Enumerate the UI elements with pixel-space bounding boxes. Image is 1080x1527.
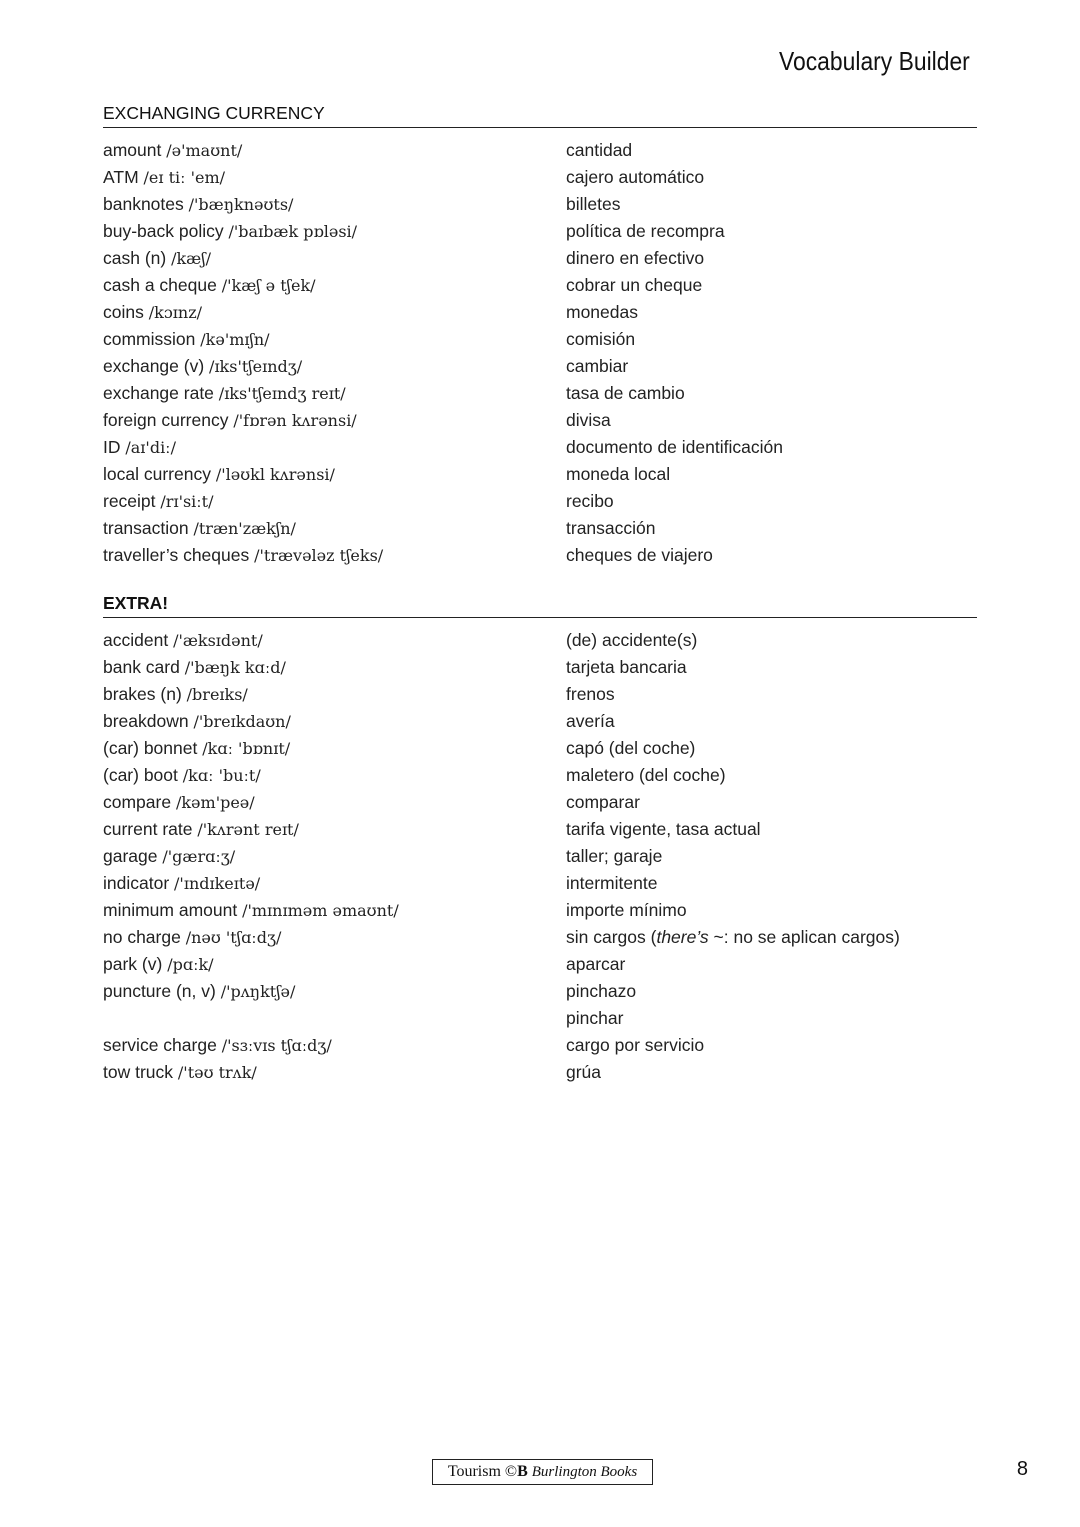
pronunciation: /kəm'peə/ <box>175 793 255 812</box>
page-header-title: Vocabulary Builder <box>779 46 970 76</box>
vocab-row <box>103 870 977 897</box>
english-entry <box>103 299 566 326</box>
term: local currency <box>103 464 211 484</box>
english-entry <box>103 789 566 816</box>
term: buy-back policy <box>103 221 224 241</box>
vocab-row <box>103 245 977 272</box>
vocab-row <box>103 978 977 1005</box>
english-entry <box>103 924 566 951</box>
spanish-translation: cantidad <box>566 140 633 160</box>
english-entry <box>103 353 566 380</box>
pronunciation: /'ləʊkl kʌrənsi/ <box>215 465 335 484</box>
term: receipt <box>103 491 156 511</box>
english-entry <box>103 681 566 708</box>
pronunciation: /'bæŋknəʊts/ <box>188 195 294 214</box>
pronunciation: /ə'maʊnt/ <box>166 141 243 160</box>
pronunciation: /'kæʃ ə tʃek/ <box>221 276 316 295</box>
pronunciation: /aɪ'diː/ <box>125 438 176 457</box>
pronunciation: /'təʊ trʌk/ <box>177 1063 257 1082</box>
english-entry <box>103 654 566 681</box>
english-entry <box>103 272 566 299</box>
pronunciation: /'fɒrən kʌrənsi/ <box>233 411 357 430</box>
english-entry <box>103 461 566 488</box>
spanish-translation: grúa <box>566 1062 602 1082</box>
vocab-row <box>103 951 977 978</box>
term: cash a cheque <box>103 275 217 295</box>
footer-course: Tourism <box>447 1463 501 1480</box>
pronunciation: /træn'zækʃn/ <box>193 519 296 538</box>
english-entry <box>103 897 566 924</box>
english-entry <box>103 762 566 789</box>
term: exchange rate <box>103 383 214 403</box>
spanish-translation: tarifa vigente, tasa actual <box>566 819 761 839</box>
vocab-row <box>103 380 977 407</box>
term: compare <box>103 792 172 812</box>
pronunciation: /'kʌrənt reɪt/ <box>197 820 299 839</box>
english-entry <box>103 1059 566 1086</box>
spanish-translation: divisa <box>566 410 611 430</box>
vocab-row <box>103 488 977 515</box>
english-entry <box>103 245 566 272</box>
vocab-row <box>103 218 977 245</box>
pronunciation: /'bæŋk kɑːd/ <box>184 658 286 677</box>
term: breakdown <box>103 711 189 731</box>
vocabulary-list <box>103 137 977 569</box>
english-entry <box>103 816 566 843</box>
vocab-row <box>103 353 977 380</box>
spanish-translation: cajero automático <box>566 167 705 187</box>
vocab-row <box>103 789 977 816</box>
pronunciation: /ɪks'tʃeɪndʒ/ <box>209 357 303 376</box>
english-entry <box>103 488 566 515</box>
term: ID <box>103 437 121 457</box>
spanish-translation: maletero (del coche) <box>566 765 726 785</box>
vocab-row <box>103 1032 977 1059</box>
section-title: EXTRA! <box>103 593 977 618</box>
pronunciation: /'pʌŋktʃə/ <box>220 982 296 1001</box>
spanish-translation: frenos <box>566 684 615 704</box>
english-entry <box>103 870 566 897</box>
publisher-logo-icon: B <box>517 1463 528 1480</box>
english-entry <box>103 978 566 1005</box>
pronunciation: /pɑːk/ <box>167 955 214 974</box>
term: minimum amount <box>103 900 238 920</box>
vocab-row <box>103 164 977 191</box>
vocab-row <box>103 681 977 708</box>
pronunciation: /kə'mɪʃn/ <box>200 330 270 349</box>
term: transaction <box>103 518 189 538</box>
pronunciation: /'trævələz tʃeks/ <box>254 546 384 565</box>
pronunciation: /kɑː 'bɒnɪt/ <box>202 739 291 758</box>
term: exchange (v) <box>103 356 205 376</box>
english-entry <box>103 843 566 870</box>
spanish-translation: comparar <box>566 792 640 812</box>
vocab-row <box>103 735 977 762</box>
pronunciation: /'sɜːvɪs tʃɑːdʒ/ <box>221 1036 332 1055</box>
english-entry <box>103 326 566 353</box>
vocab-row <box>103 897 977 924</box>
spanish-translation: intermitente <box>566 873 658 893</box>
spanish-translation: moneda local <box>566 464 671 484</box>
pronunciation: /kɔɪnz/ <box>148 303 203 322</box>
english-entry <box>103 407 566 434</box>
spanish-translation: comisión <box>566 329 636 349</box>
vocab-row <box>103 708 977 735</box>
term: tow truck <box>103 1062 174 1082</box>
vocab-row <box>103 816 977 843</box>
spanish-translation: billetes <box>566 194 621 214</box>
term: banknotes <box>103 194 184 214</box>
spanish-translation: importe mínimo <box>566 900 687 920</box>
pronunciation: /'ɪndɪkeɪtə/ <box>174 874 261 893</box>
term: brakes (n) <box>103 684 182 704</box>
footer-publisher: Burlington Books <box>531 1464 638 1480</box>
spanish-translation: cobrar un cheque <box>566 275 703 295</box>
pronunciation: /nəʊ 'tʃɑːdʒ/ <box>185 928 282 947</box>
term: (car) boot <box>103 765 178 785</box>
term: amount <box>103 140 162 160</box>
vocab-row <box>103 434 977 461</box>
vocabulary-list <box>103 627 977 1086</box>
vocab-row <box>103 515 977 542</box>
pronunciation: /kæʃ/ <box>171 249 211 268</box>
term: service charge <box>103 1035 217 1055</box>
term: commission <box>103 329 196 349</box>
term: garage <box>103 846 158 866</box>
spanish-translation: política de recompra <box>566 221 725 241</box>
english-entry <box>103 218 566 245</box>
spanish-translation: avería <box>566 711 615 731</box>
english-entry <box>103 191 566 218</box>
term: bank card <box>103 657 180 677</box>
pronunciation: /'breɪkdaʊn/ <box>193 712 291 731</box>
spanish-translation: cheques de viajero <box>566 545 713 565</box>
spanish-translation: cambiar <box>566 356 629 376</box>
pronunciation: /'mɪnɪməm əmaʊnt/ <box>242 901 399 920</box>
english-entry <box>103 515 566 542</box>
spanish-translation: pinchar <box>566 1008 624 1028</box>
term: no charge <box>103 927 181 947</box>
spanish-translation: tarjeta bancaria <box>566 657 687 677</box>
term: foreign currency <box>103 410 229 430</box>
english-entry <box>103 627 566 654</box>
vocab-row <box>103 272 977 299</box>
pronunciation: /ɪks'tʃeɪndʒ reɪt/ <box>218 384 346 403</box>
section-title: EXCHANGING CURRENCY <box>103 103 977 128</box>
term: cash (n) <box>103 248 167 268</box>
term: accident <box>103 630 169 650</box>
spanish-translation: recibo <box>566 491 614 511</box>
vocab-row <box>103 299 977 326</box>
term: park (v) <box>103 954 163 974</box>
vocab-row <box>103 924 977 951</box>
section-exchanging-currency <box>103 103 977 569</box>
spanish-translation: pinchazo <box>566 981 637 1001</box>
spanish-translation: monedas <box>566 302 638 322</box>
vocab-row <box>103 843 977 870</box>
spanish-translation: taller; garaje <box>566 846 663 866</box>
english-entry <box>103 1032 566 1059</box>
spanish-translation: aparcar <box>566 954 626 974</box>
term: puncture (n, v) <box>103 981 216 1001</box>
pronunciation: /breɪks/ <box>186 685 248 704</box>
term: (car) bonnet <box>103 738 198 758</box>
pronunciation: /'æksɪdənt/ <box>173 631 263 650</box>
page-number: 8 <box>1016 1458 1028 1480</box>
pronunciation: /rɪ'siːt/ <box>160 492 214 511</box>
pronunciation: /eɪ tiː 'em/ <box>143 168 226 187</box>
vocab-row <box>103 191 977 218</box>
vocab-row <box>103 542 977 569</box>
english-entry <box>103 542 566 569</box>
footer-copyright-box <box>432 1459 653 1485</box>
vocab-row <box>103 1005 977 1032</box>
english-entry <box>103 164 566 191</box>
english-entry <box>103 708 566 735</box>
term: current rate <box>103 819 193 839</box>
vocab-row <box>103 137 977 164</box>
term: ATM <box>103 167 139 187</box>
vocab-row <box>103 654 977 681</box>
term: indicator <box>103 873 170 893</box>
vocab-row <box>103 461 977 488</box>
english-entry <box>103 380 566 407</box>
english-entry <box>103 434 566 461</box>
vocab-row <box>103 762 977 789</box>
vocab-row <box>103 627 977 654</box>
pronunciation: /'baɪbæk pɒləsi/ <box>228 222 358 241</box>
spanish-translation: sin cargos (there’s ~: no se aplican cargos) <box>566 927 900 947</box>
pronunciation: /'gærɑːʒ/ <box>162 847 236 866</box>
english-entry <box>103 137 566 164</box>
spanish-translation: capó (del coche) <box>566 738 696 758</box>
english-entry <box>103 735 566 762</box>
vocab-row <box>103 407 977 434</box>
copyright-symbol: © <box>504 1463 518 1480</box>
term: traveller’s cheques <box>103 545 250 565</box>
vocab-row <box>103 1059 977 1086</box>
spanish-translation: dinero en efectivo <box>566 248 705 268</box>
english-entry <box>103 1005 566 1032</box>
section-extra <box>103 593 977 1086</box>
spanish-translation: transacción <box>566 518 656 538</box>
spanish-translation: (de) accidente(s) <box>566 630 698 650</box>
spanish-translation: documento de identificación <box>566 437 783 457</box>
pronunciation: /kɑː 'buːt/ <box>182 766 261 785</box>
term: coins <box>103 302 144 322</box>
spanish-translation: tasa de cambio <box>566 383 685 403</box>
english-entry <box>103 951 566 978</box>
vocab-row <box>103 326 977 353</box>
spanish-translation: cargo por servicio <box>566 1035 705 1055</box>
